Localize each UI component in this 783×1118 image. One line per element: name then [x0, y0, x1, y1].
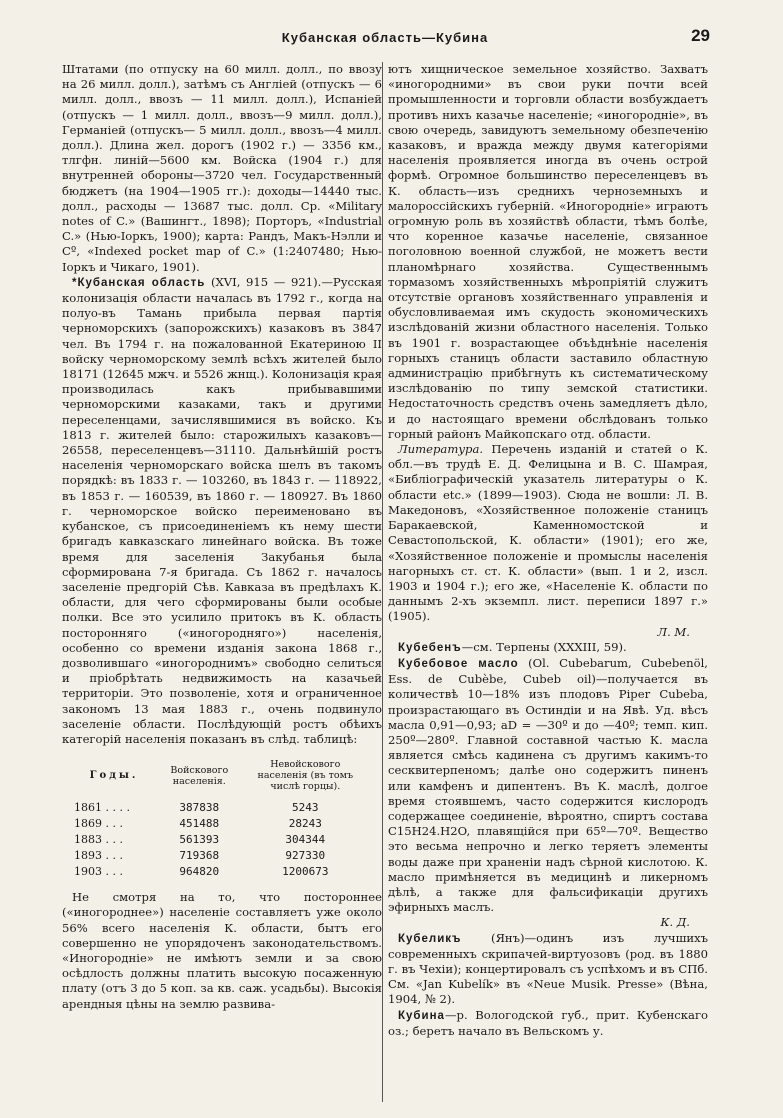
entry-kubebovoe-maslo — [388, 656, 708, 915]
table-cell-year: 1903 . . . — [74, 865, 123, 879]
entry-kubeben — [388, 640, 708, 656]
table-cell-year: 1893 . . . — [74, 849, 123, 863]
population-table — [70, 757, 370, 880]
paragraph-continued: Штатами (по отпуску на 60 милл. долл., по ввозу на 26 милл. долл.), затѣмъ съ Англiей (отпускъ — 6 милл. долл., ввозъ — 11 милл. долл.), Испанiей (отпускъ — 1 милл. долл., ввозъ—9 милл. долл.), Германiей (отпускъ— 5 милл. долл., ввозъ—4 милл. долл.). Длина жел. дорогъ (1902 г.) — 3356 км., тлгфн. линiй—5600 км. Войска (1904 г.) для внутренней обороны—3720 чел. Государственный бюджетъ (на 1904—1905 гг.): доходы—14440 тыс. долл., расходы — 13687 тыс. долл. Ср. «Military notes of C.» (Вашингт., 1898); Порторъ, «Industrial C.» (Нью-Iоркъ, 1900); карта: Рандъ, Макъ-Нэлли и Сº, «Indexed pocket map of C.» (1:2407480; Нью-Iоркъ и Чикаго, 1901). — [62, 62, 382, 274]
table-header-year: Годы. — [89, 770, 139, 782]
table-cell-year: 1883 . . . — [74, 833, 123, 847]
entry-text: —р. Вологодской губ., прит. Кубенскаго оз.; беретъ начало въ Вельскомъ у. — [388, 1007, 708, 1038]
table-cell-army: 561393 — [179, 833, 220, 847]
table-cell-other: 28243 — [288, 817, 322, 831]
table-cell-army: 964820 — [179, 865, 220, 879]
entry-headword: Кубебенъ — [398, 641, 462, 654]
table-cell-year: 1869 . . . — [74, 817, 123, 831]
left-column — [62, 62, 382, 1102]
entry-text: (Ol. Cubebarum, Cubebenöl, Ess. de Cubèbe, Cubeb oil)—получается въ количествѣ 10—18% изъ плодовъ Piper Cubeba, произрастающаго въ Остиндiи и на Явѣ. Уд. вѣсъ масла 0,91—0,93; aD = —30º и до —40º; темп. кип. 250º—280º. Главной составной частью К. масла является смѣсь кадинена съ другимъ какимъ-то сесквитерпеномъ; далѣе оно содержитъ пиненъ или камфенъ и дипентенъ. Въ К. маслѣ, долгое время стоявшемъ, часто содержится кислородъ содержащее соединенiе, вѣроятно, спиртъ состава C15H24.H2O, плавящiйся при 65º—70º. Вещество это весьма непрочно и легко теряетъ элементы воды даже при храненiи надъ сѣрной кислотою. К. масло примѣняется въ медицинѣ и ликерномъ дѣлѣ, а также для фальсификацiи другихъ эфирныхъ маслъ. — [388, 655, 708, 915]
entry-headword: Кубеликъ — [398, 932, 462, 945]
paragraph-continued: ютъ хищническое земельное хозяйство. Захватъ «иногородними» въ свои руки почти всей промышленности и торговли области возбуждаетъ противъ нихъ казачье населенiе; «иногороднiе», въ свою очередь, завидуютъ земельному обезпеченiю казаковъ, и вражда между двумя категорiями населенiя проявляется иногда въ очень острой формѣ. Огромное большинство переселенцевъ въ К. область—изъ среднихъ черноземныхъ и малороссiйскихъ губернiй. «Иногороднiе» играютъ огромную роль въ хозяйствѣ области, тѣмъ болѣе, что коренное казачье населенiе, связанное поголовною военной службой, не можетъ вести планомѣрнаго хозяйства. Существеннымъ тормазомъ хозяйственныхъ мѣропрiятiй служитъ отсутствiе органовъ хозяйственнаго управленiя и обусловливаемая имъ скудость экономическихъ изслѣдованiй жизни областного населенiя. Только въ 1901 г. возрастающее объѣднѣнiе населенiя горныхъ станицъ области заставило областную администрацiю прибѣгнуть къ систематическому изслѣдованiю по типу земской статистики. Недостаточность средствъ очень замедляетъ дѣло, и до настоящаго времени обслѣдованъ только горный районъ Майкопскаго отд. области. — [388, 62, 708, 441]
literature-text: Перечень изданiй и статей о К. обл.—въ трудѣ Е. Д. Фелицына и В. С. Шамрая, «Библiографическiй указатель литературы о К. области etc.» (1899—1903). Сюда не вошли: Л. В. Македоновъ, «Хозяйственное положенiе станицъ Баракаевской, Каменномостской и Севастопольской, К. области» (1901); его же, «Хозяйственное положенiе и промыслы населенiя нагорныхъ ст. ст. К. области» (вып. 1 и 2, изсл. 1903 и 1904 г.); его же, «Населенiе К. области по даннымъ 2-хъ экземпл. лист. переписи 1897 г.» (1905). — [388, 442, 708, 624]
entry-headword: *Кубанская область — [72, 276, 206, 289]
entry-text: —см. Терпены (XXXIII, 59). — [461, 639, 627, 654]
table-cell-other: 304344 — [285, 833, 326, 847]
author-signature: К. Д. — [660, 915, 690, 930]
running-title: Кубанская область—Кубина — [281, 30, 489, 45]
page-header — [60, 26, 710, 50]
table-row — [70, 848, 370, 864]
entry-kubanskaya-oblast — [62, 275, 382, 747]
entry-kubelik — [388, 931, 708, 1008]
entry-text: (Янъ)—одинъ изъ лучшихъ современныхъ скрипачей-виртуозовъ (род. въ 1880 г. въ Чехiи); концертировалъ съ успѣхомъ и въ СПб. См. «Jan Kubelík» въ «Neue Musik. Presse» (Вѣна, 1904, № 2). — [388, 930, 708, 1007]
page-number: 29 — [691, 26, 710, 45]
entry-headword: Кубебовое масло — [398, 657, 519, 670]
table-row — [70, 800, 370, 816]
column-divider — [382, 62, 383, 1102]
table-row — [70, 832, 370, 848]
author-signature: Л. М. — [657, 624, 690, 639]
entry-kubina — [388, 1008, 708, 1039]
table-cell-army: 451488 — [179, 817, 220, 831]
table-cell-other: 5243 — [292, 801, 319, 815]
literature-paragraph — [388, 442, 708, 624]
entry-headword: Кубина — [398, 1009, 445, 1022]
table-cell-year: 1861 . . . . — [74, 801, 130, 815]
table-cell-army: 719368 — [179, 849, 220, 863]
table-row — [70, 864, 370, 880]
table-header-other: Невойскового населенiя (въ томъ числѣ горцы). — [257, 759, 354, 793]
table-row — [70, 816, 370, 832]
table-cell-army: 387838 — [179, 801, 220, 815]
table-cell-other: 927330 — [285, 849, 326, 863]
right-column — [388, 62, 708, 1102]
table-header-army: Войскового населенiя. — [170, 764, 229, 787]
paragraph-after-table: Не смотря на то, что постороннее («иногороднее») населенiе составляетъ уже около 56% всего населенiя К. области, бытъ его совершенно не упорядоченъ законодательствомъ. «Иногороднiе» не имѣютъ земли и за свою осѣдлость должны платить высокую посаженную плату (отъ 3 до 5 коп. за кв. саж. усадьбы). Высокiя арендныя цѣны на землю развива- — [62, 890, 382, 1011]
entry-text: (XVI, 915 — 921).—Русская колонизацiя области началась въ 1792 г., когда на полуо-въ Тамань прибыла первая партiя черноморскихъ (запорожскихъ) казаковъ въ 3847 чел. Въ 1794 г. на пожалованной Екатериною II войску черноморскому землѣ всѣхъ жителей было 18171 (12645 мжч. и 5526 жнщ.). Колонизацiя края производилась какъ прибывавшими черноморскими казаками, такъ и другими переселенцами, зачислявшимися въ войско. Къ 1813 г. жителей было: старожилыхъ казаковъ—26558, переселенцевъ—31110. Дальнѣйшiй ростъ населенiя черноморскаго войска шелъ въ такомъ порядкѣ: въ 1833 г. — 103260, въ 1843 г. — 118922, въ 1853 г. — 160539, въ 1860 г. — 180927. Въ 1860 г. черноморское войско переименовано въ кубанское, съ присоединенiемъ къ нему шести бригадъ кавказскаго линейнаго войска. Въ тоже время для заселенiя Закубанья была сформирована 7-я бригада. Съ 1862 г. началось заселенiе предгорiй Сѣв. Кавказа въ предѣлахъ К. области, для чего сформированы были особые полки. Все это усилило притокъ въ К. область посторонняго («иногородняго») населенiя, особенно со времени изданiя закона 1868 г., дозволившаго «иногороднимъ» свободно селиться и прiобрѣтать недвижимость на казачьей территорiи. Это позволенiе, хотя и ограниченное закономъ 13 мая 1883 г., очень подвинуло заселенiе области. Послѣдующiй ростъ обѣихъ категорiй населенiя показанъ въ слѣд. таблицѣ: — [62, 274, 382, 746]
table-cell-other: 1200673 — [282, 865, 329, 879]
literature-label: Литература. — [398, 442, 484, 457]
